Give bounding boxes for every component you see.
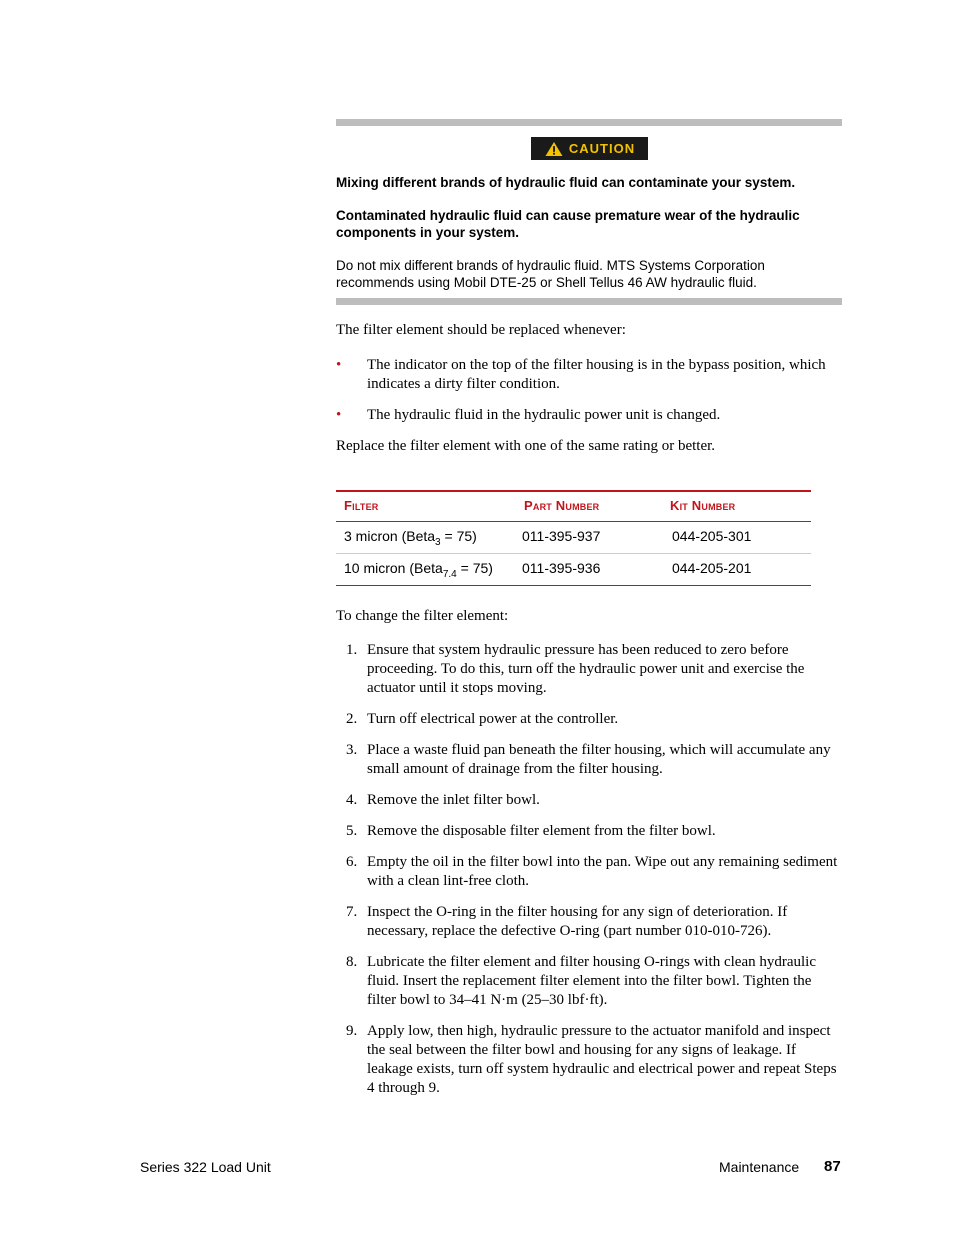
filter-table bbox=[336, 490, 811, 586]
change-filter-intro: To change the filter element: bbox=[336, 608, 509, 624]
header-kit-number: Kit Number bbox=[670, 498, 736, 513]
caution-bottom-rule bbox=[336, 298, 842, 305]
table-row bbox=[336, 522, 811, 553]
replace-note: Replace the filter element with one of the same rating or better. bbox=[336, 438, 716, 454]
table-header-row bbox=[336, 492, 811, 521]
cell-part-number: 011-395-936 bbox=[522, 560, 601, 576]
table-bottom-rule bbox=[336, 585, 811, 586]
table-row bbox=[336, 554, 811, 585]
header-filter: Filter bbox=[344, 498, 379, 513]
caution-line-1: Mixing different brands of hydraulic fluid can contaminate your system. bbox=[336, 175, 796, 190]
filter-replace-intro: The filter element should be replaced whenever: bbox=[336, 322, 626, 338]
caution-label: CAUTION bbox=[568, 141, 636, 156]
bullet-dot-icon: • bbox=[336, 357, 342, 373]
caution-badge bbox=[531, 137, 648, 160]
footer-page-number: 87 bbox=[824, 1158, 841, 1175]
cell-part-number: 011-395-937 bbox=[522, 528, 601, 544]
footer-section-name: Maintenance bbox=[719, 1159, 800, 1175]
cell-filter: 3 micron (Beta$_3$ = 75) bbox=[344, 528, 477, 548]
caution-line-3: Do not mix different brands of hydraulic fluid. MTS Systems Corporation recommends using Mobil DTE-25 or Shell Tellus 46 AW hydraulic fluid. bbox=[336, 258, 765, 290]
footer-product-name: Series 322 Load Unit bbox=[140, 1159, 271, 1175]
cell-kit-number: 044-205-201 bbox=[672, 560, 752, 576]
warning-triangle-icon bbox=[544, 141, 564, 157]
bullet-dot-icon: • bbox=[336, 407, 342, 423]
caution-line-2: Contaminated hydraulic fluid can cause premature wear of the hydraulic components in your system. bbox=[336, 208, 800, 240]
header-part-number: Part Number bbox=[524, 498, 600, 513]
cell-kit-number: 044-205-301 bbox=[672, 528, 752, 544]
cell-filter: 10 micron (Beta$_{7.4}$ = 75) bbox=[344, 560, 493, 580]
caution-top-rule bbox=[336, 119, 842, 126]
